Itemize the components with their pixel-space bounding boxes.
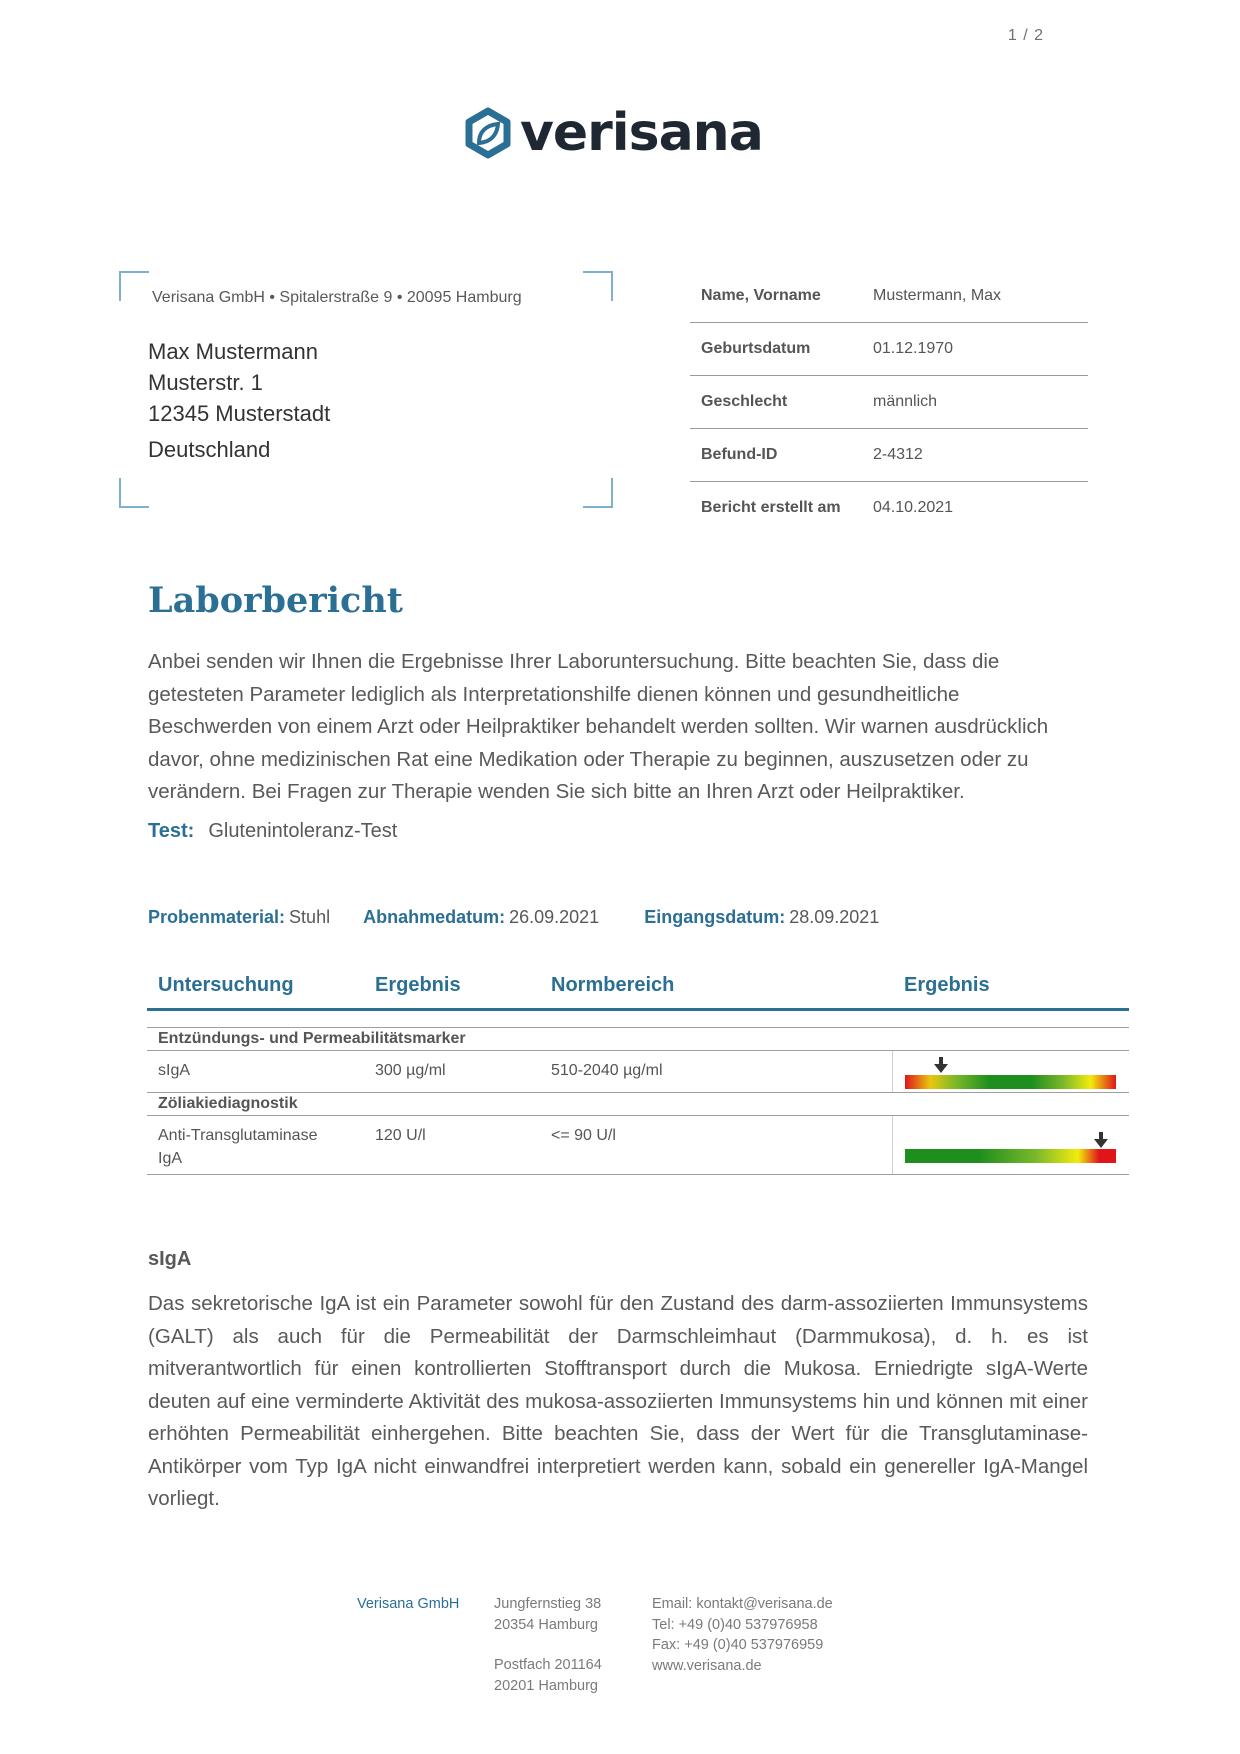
footer-email-link[interactable]: Email: kontakt@verisana.de [652,1596,833,1612]
info-value: 04.10.2021 [873,499,954,516]
test-result: 300 µg/ml [375,1062,446,1079]
section-row [147,1027,1129,1051]
info-row [690,270,1088,323]
recipient-country: Deutschland [148,437,271,462]
header-result: Ergebnis [375,974,461,996]
results-table [147,962,1129,1175]
logo-wordmark: verisana [520,103,763,163]
test-name-line: IgA [158,1150,183,1167]
address-window-corner [119,271,149,301]
result-gauge [905,1075,1116,1089]
test-line [148,820,397,843]
test-name-line: Anti-Transglutaminase [158,1127,318,1144]
address-window-corner [583,478,613,508]
section-title: Entzündungs- und Permeabilitätsmarker [158,1030,466,1047]
recipient-address [148,336,330,465]
test-label: Test: [148,820,195,842]
intro-paragraph: Anbei senden wir Ihnen die Ergebnisse Ihrer Laboruntersuchung. Bitte beachten Sie, dass die getesteten Parameter lediglich als Interpretationshilfe dienen können und gesundheitliche Beschwerden von einem Arzt oder Heilpraktiker behandelt werden sollten. Wir warnen ausdrücklich davor, ohne medizinischen Rat eine Medikation oder Therapie zu beginnen, auszusetzen oder zu verändern. Bei Fragen zur Therapie wenden Sie sich bitte an Ihren Arzt oder Heilpraktiker. [148,650,1049,803]
table-row [147,1051,1129,1093]
footer-web-link[interactable]: www.verisana.de [652,1657,762,1674]
section-row [147,1093,1129,1116]
info-row [690,482,1088,534]
footer-address-line: Jungfernstieg 38 [494,1596,602,1612]
info-label: Bericht erstellt am [701,499,841,516]
table-row [147,1116,1129,1175]
test-value: Glutenintoleranz-Test [208,820,398,842]
test-name: sIgA [158,1062,191,1079]
material-label: Probenmaterial: [148,907,286,927]
page-number: 1 / 2 [1007,27,1044,44]
footer-fax: Fax: +49 (0)40 537976959 [652,1637,824,1653]
result-gauge [905,1149,1116,1163]
recipient-city: 12345 Musterstadt [148,401,331,426]
info-label: Befund-ID [701,446,778,463]
receipt-label: Eingangsdatum: [644,907,786,927]
footer-contact [652,1594,833,1676]
recipient-name: Max Mustermann [148,339,318,364]
test-name [158,1124,317,1170]
header-range: Normbereich [551,974,675,996]
results-header-row [147,962,1129,1011]
footer-company: Verisana GmbH [357,1596,460,1612]
result-marker-icon [934,1057,948,1073]
footer-gap [494,1635,602,1655]
test-result: 120 U/l [375,1127,426,1144]
receipt-date: 28.09.2021 [789,907,880,927]
info-label: Name, Vorname [701,287,821,304]
footer-tel: Tel: +49 (0)40 537976958 [652,1616,818,1633]
logo [462,103,763,163]
recipient-street: Musterstr. 1 [148,370,263,395]
footer-address [494,1594,602,1696]
patient-info-table [690,270,1088,534]
info-value: 2-4312 [873,446,923,463]
explanation-title: sIgA [148,1248,192,1270]
explanation-paragraph: Das sekretorische IgA ist ein Parameter sowohl für den Zustand des darm-assoziierten Immunsystems (GALT) als auch für die Permeabilität der Darmschleimhaut (Darmmukosa), d. h. es ist mitverantwortlich für einen kontrollierten Stofftransport durch die Mukosa. Erniedrigte sIgA-Werte deuten auf eine verminderte Aktivität des mukosa-assoziierten Immunsystems hin und können mit einer erhöhten Permeabilität einhergehen. Bitte beachten Sie, dass der Wert für die Transglutaminase-Antikörper vom Typ IgA nicht einwandfrei interpretiert werden kann, sobald ein genereller IgA-Mangel vorliegt. [148,1292,1088,1510]
info-row [690,429,1088,482]
sender-line: Verisana GmbH • Spitalerstraße 9 • 20095 Hamburg [152,289,522,306]
footer-postfach-line: 20201 Hamburg [494,1677,598,1694]
info-row [690,323,1088,376]
test-range: <= 90 U/l [551,1127,616,1144]
footer-address-line: 20354 Hamburg [494,1616,598,1633]
info-value: 01.12.1970 [873,340,954,357]
address-window-corner [583,271,613,301]
header-test: Untersuchung [158,974,294,996]
info-value: Mustermann, Max [873,287,1002,304]
column-divider [892,1051,893,1092]
header-result-gauge: Ergebnis [904,974,990,996]
collection-date: 26.09.2021 [509,907,600,927]
info-label: Geschlecht [701,393,788,410]
test-range: 510-2040 µg/ml [551,1062,663,1079]
address-window-corner [119,478,149,508]
footer-postfach-line: Postfach 201164 [494,1657,602,1673]
column-divider [892,1116,893,1174]
collection-label: Abnahmedatum: [363,907,506,927]
info-label: Geburtsdatum [701,340,811,357]
verisana-hexagon-leaf-icon [462,107,514,159]
material-value: Stuhl [289,907,331,927]
sample-info [148,907,879,928]
section-title: Zöliakiediagnostik [158,1095,298,1112]
header-spacer [147,1011,1129,1027]
page-title: Laborbericht [148,580,403,621]
result-marker-icon [1094,1132,1108,1148]
info-value: männlich [873,393,938,410]
info-row [690,376,1088,429]
